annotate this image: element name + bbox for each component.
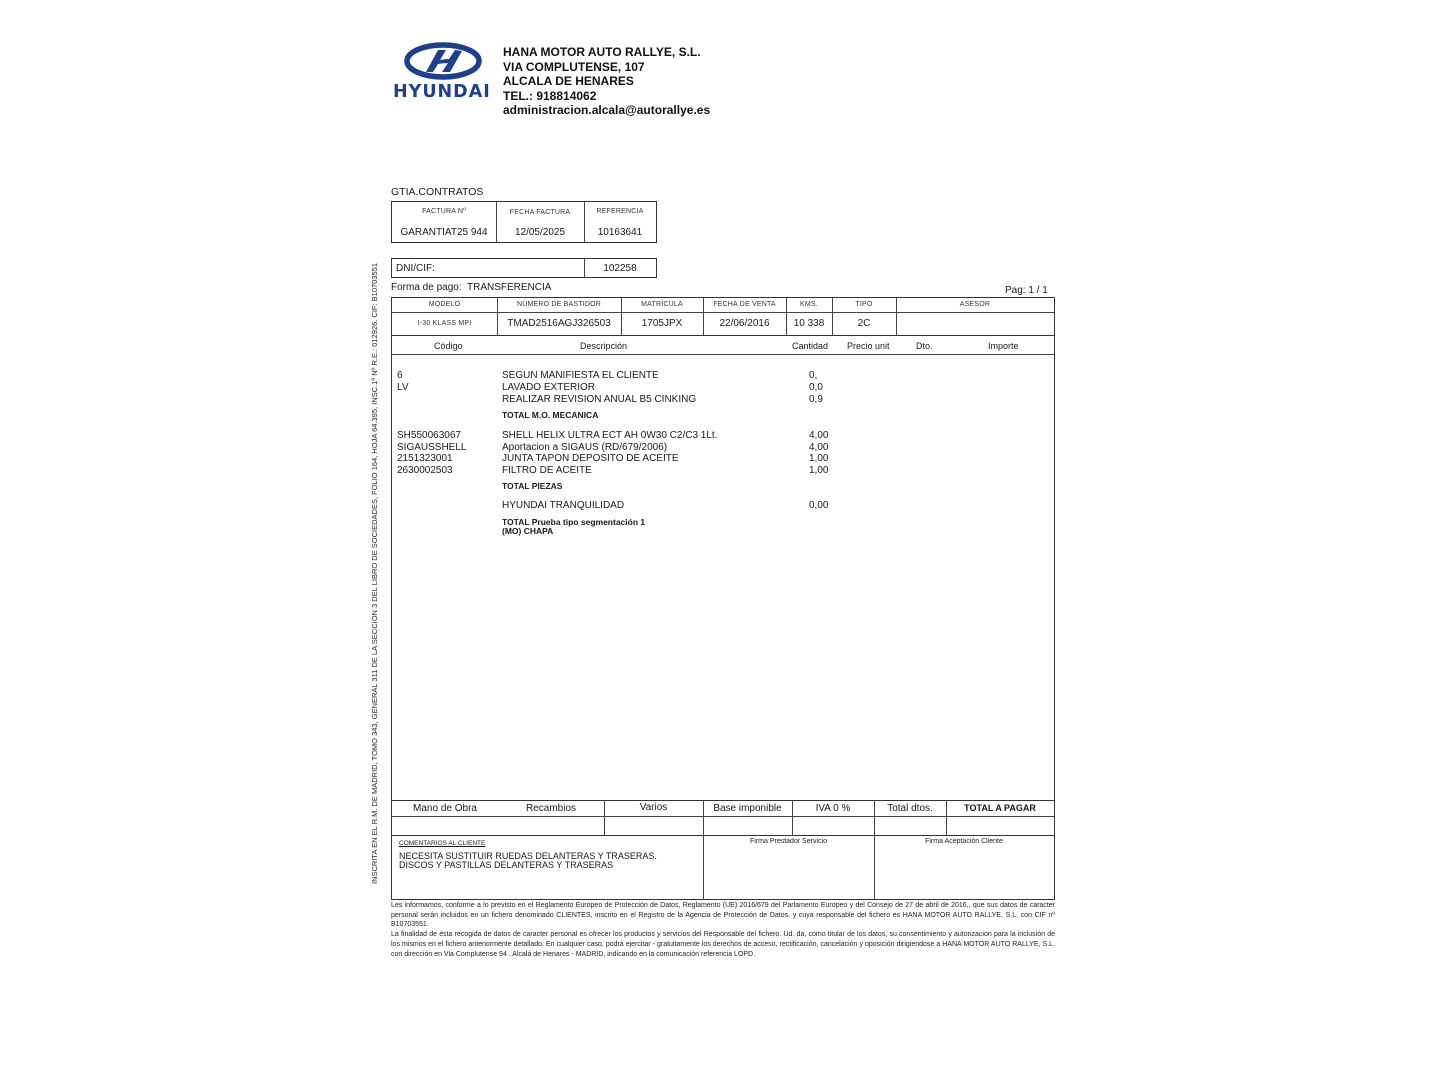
total-to-pay-label: TOTAL A PAGAR: [964, 803, 1036, 813]
section-label: GTIA.CONTRATOS: [391, 186, 484, 198]
client-id-box: [391, 258, 657, 278]
item-quantity: 4,00: [809, 430, 829, 441]
plate-value: 1705JPX: [641, 318, 683, 329]
type-value: 2C: [857, 318, 871, 329]
company-city: ALCALA DE HENARES: [503, 74, 634, 88]
sale-date-label: FECHA DE VENTA: [713, 301, 776, 308]
item-code: SH550063067: [397, 430, 461, 441]
vin-label: NÚMERO DE BASTIDOR: [516, 301, 602, 308]
customer-comments: [399, 852, 657, 870]
group-total-labor: TOTAL M.O. MECANICA: [502, 410, 599, 420]
group-total-label-2: (MO) CHAPA: [502, 526, 554, 536]
col-description: Descripción: [580, 341, 628, 351]
company-email: administracion.alcala@autorallye.es: [503, 103, 711, 117]
item-description: SEGUN MANIFIESTA EL CLIENTE: [502, 370, 659, 381]
group-total-bodywork: [502, 518, 645, 536]
registry-side-text: INSCRITA EN EL R.M. DE MADRID, TOMO 343, GENERAL 311 DE LA SECCION 3 DEL LIBRO DE SOCIEDADES, FOLIO 164, HOJA 64.395, INSC.1ª Nº R.E.: 012926. CIF: B10703551: [370, 262, 379, 884]
parts-total-label: Recambios: [525, 803, 577, 814]
invoice-header-box: [391, 201, 657, 243]
dni-label: DNI/CIF:: [396, 263, 435, 274]
model-value: I-30 KLASS MPI: [417, 320, 472, 327]
plate-label: MATRÍCULA: [641, 301, 683, 308]
col-quantity: Cantidad: [792, 341, 829, 351]
reference-number: 10163641: [597, 227, 643, 238]
item-quantity: 0,0: [809, 382, 823, 393]
item-description: LAVADO EXTERIOR: [502, 382, 595, 393]
item-quantity: 4,00: [809, 442, 829, 453]
invoice-number-label: FACTURA Nº: [422, 208, 466, 215]
reference-label: REFERENCIA: [596, 208, 644, 215]
item-quantity: 0,00: [809, 500, 829, 511]
item-code: 2151323001: [397, 453, 453, 464]
sale-date-value: 22/06/2016: [719, 318, 770, 329]
invoice-date: 12/05/2025: [514, 227, 566, 238]
type-label: TIPO: [855, 301, 873, 308]
vin-value: TMAD2516AGJ326503: [507, 318, 611, 329]
item-description: FILTRO DE ACEITE: [502, 465, 592, 476]
client-number: 102258: [603, 263, 637, 274]
invoice-number: GARANTIAT25 944: [400, 227, 488, 238]
comment-line-1: NECESITA SUSTITUIR RUEDAS DELANTERAS Y TRASERAS.: [399, 851, 657, 861]
item-code: 2630002503: [397, 465, 453, 476]
col-amount: Importe: [988, 341, 1019, 351]
item-quantity: 0,9: [809, 394, 823, 405]
item-description: JUNTA TAPON DEPOSITO DE ACEITE: [502, 453, 679, 464]
payment-method: [391, 282, 551, 293]
provider-signature-label: Firma Prestador Servicio: [749, 838, 828, 845]
col-unit-price: Precio unit: [847, 341, 890, 351]
legal-paragraph-2: La finalidad de ésta recogida de datos de caracter personal es ofrecer los productos y servicios del Responsable del fichero. Ud. da, como titular de los datos, su consentimiento y autorizacion para la inclusión de los mismos en el fichero anteriormente detallado. En cualquier caso, podrá ejercitar - gratuitamente los derechos de acceso, rectificación, cancelación y oposición dirigiendose a HANA MOTOR AUTO RALLYE, S.L. con dirección en Via Complutense 94 , Alcalá de Henares - MADRID, indicando en la comunicación referencia LOPD.: [391, 931, 1055, 958]
kms-label: KMS.: [800, 301, 818, 308]
item-quantity: 0,: [809, 370, 818, 381]
discount-total-label: Total dtos.: [887, 803, 933, 814]
company-address: VIA COMPLUTENSE, 107: [503, 59, 645, 74]
item-description: Aportacion a SIGAUS (RD/679/2006): [502, 442, 668, 453]
item-code: LV: [397, 382, 409, 393]
payment-label: Forma de pago:: [391, 282, 462, 293]
comments-label: COMENTARIOS AL CLIENTE: [399, 840, 486, 847]
item-quantity: 1,00: [809, 465, 829, 476]
group-total-parts: TOTAL PIEZAS: [502, 481, 563, 491]
col-discount: Dto.: [916, 341, 933, 351]
item-description: REALIZAR REVISION ANUAL B5 CINKING: [502, 394, 697, 405]
taxable-base-label: Base imponible: [713, 803, 782, 814]
item-code: SIGAUSSHELL: [397, 442, 467, 453]
misc-total-label: Varios: [639, 802, 668, 813]
hyundai-logo: [393, 42, 493, 104]
labor-total-label: Mano de Obra: [413, 803, 477, 814]
item-quantity: 1,00: [809, 453, 829, 464]
client-signature-label: Firma Aceptación Cliente: [925, 838, 1003, 845]
comment-line-2: DISCOS Y PASTILLAS DELANTERAS Y TRASERAS: [399, 860, 614, 870]
page-indicator: Pag: 1 / 1: [1005, 285, 1048, 296]
kms-value: 10 338: [793, 318, 825, 329]
company-info: [503, 45, 710, 118]
legal-notice: [391, 901, 1055, 959]
invoice-table: [391, 297, 1055, 900]
item-description: HYUNDAI TRANQUILIDAD: [502, 500, 625, 511]
legal-paragraph-1: Les informamos, conforme a lo previsto en el Reglamento Europeo de Protección de Datos, Reglamento (UE) 2016/679 del Parlamento Europeo y del Consejo de 27 de abril de 2016,, que sus datos de caracter personal serán incluidos en un fichero denominado CLIENTES, inscrito en el Registro de la Agencia de Protección de Datos, y cuya responsable del fichero es HANA MOTOR AUTO RALLYE, S.L. con CIF nº B10703551.: [391, 902, 1055, 929]
company-name: HANA MOTOR AUTO RALLYE, S.L.: [503, 45, 701, 59]
brand-wordmark: HYUNDAI: [393, 82, 491, 102]
model-label: MODELO: [428, 301, 461, 308]
company-phone: TEL.: 918814062: [503, 88, 597, 103]
advisor-label: ASESOR: [959, 301, 991, 308]
col-code: Código: [434, 341, 463, 351]
item-description: SHELL HELIX ULTRA ECT AH 0W30 C2/C3 1Lt.: [502, 430, 718, 441]
payment-value: TRANSFERENCIA: [467, 282, 552, 293]
invoice-date-label: FECHA FACTURA: [509, 209, 571, 216]
item-code: 6: [397, 370, 403, 381]
vat-label: IVA 0 %: [815, 803, 851, 814]
group-total-label: TOTAL Prueba tipo segmentación 1: [502, 517, 646, 527]
